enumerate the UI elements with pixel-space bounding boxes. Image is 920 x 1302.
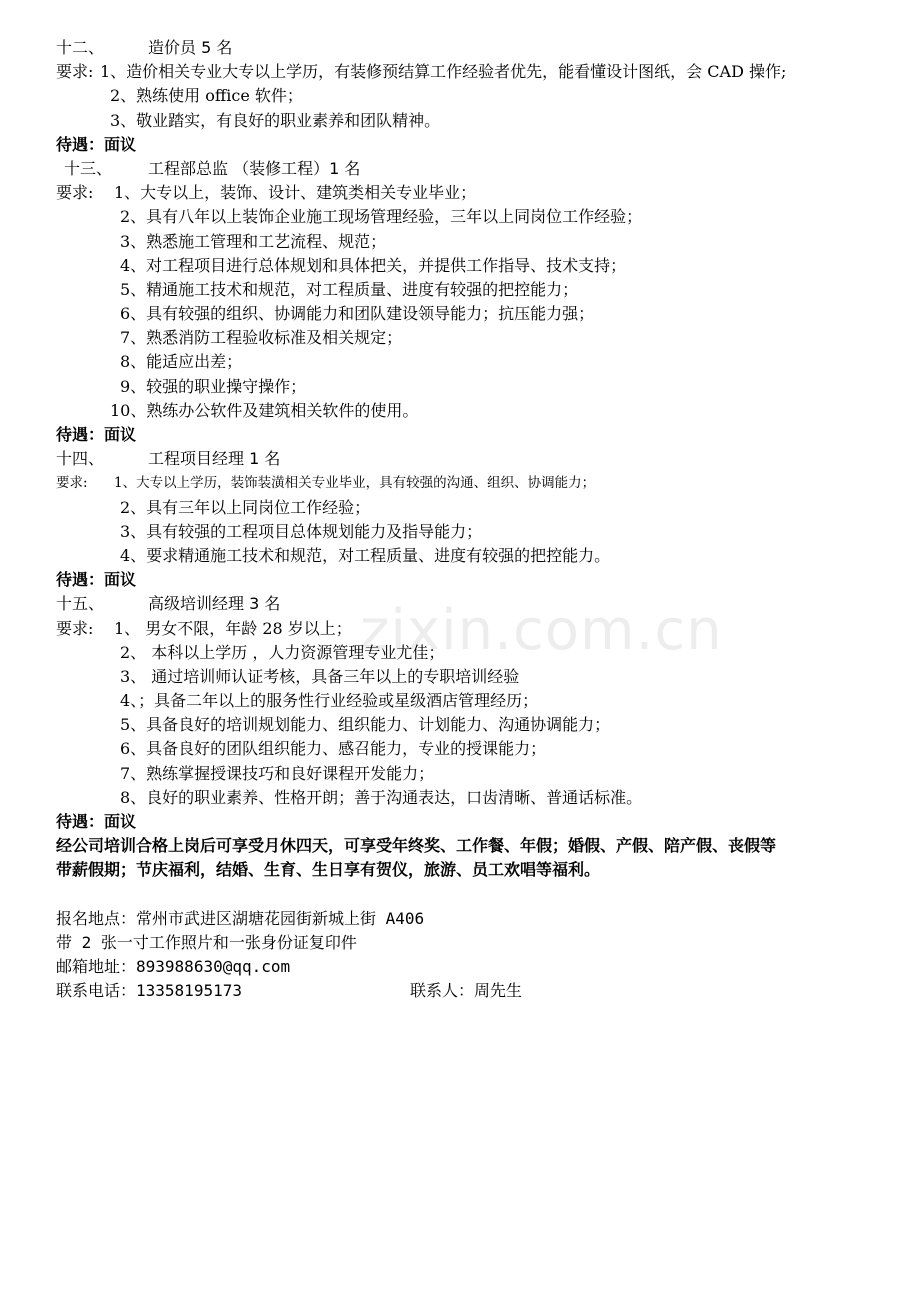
section-15-req-7 — [56, 762, 906, 786]
requirement-item: 8、能适应出差； — [120, 352, 243, 372]
section-13-req-8 — [56, 350, 906, 374]
section-13-heading — [56, 157, 906, 181]
section-15-treatment: 待遇：面议 — [56, 812, 137, 831]
section-number: 十三、 — [64, 158, 113, 178]
requirement-item: 10、熟练办公软件及建筑相关软件的使用。 — [110, 400, 419, 420]
section-13-req-3 — [56, 230, 906, 254]
phone-group — [56, 979, 410, 1003]
section-13-req-1 — [56, 181, 906, 205]
section-15-req-6 — [56, 737, 906, 761]
requirement-item: 4、；具备二年以上的服务性行业经验或星级酒店管理经历； — [120, 691, 539, 711]
section-15-req-8 — [56, 786, 906, 810]
section-14-req-4 — [56, 544, 906, 568]
section-13-req-10 — [56, 399, 906, 423]
section-number: 十四、 — [56, 449, 105, 469]
bring-documents: 带 2 张一寸工作照片和一张身份证复印件 — [56, 932, 357, 952]
section-title: 工程项目经理 1 名 — [148, 449, 281, 469]
requirement-label: 要求: — [56, 62, 94, 82]
email-line — [56, 955, 906, 979]
contact-person: 联系人：周先生 — [410, 981, 523, 1001]
section-number: 十五、 — [56, 594, 105, 614]
section-15-req-5 — [56, 713, 906, 737]
requirement-item: 6、具备良好的团队组织能力、感召能力，专业的授课能力； — [120, 739, 547, 759]
phone-label: 联系电话： — [56, 981, 137, 1001]
section-13-req-4 — [56, 254, 906, 278]
section-13-req-6 — [56, 302, 906, 326]
email-label: 邮箱地址： — [56, 956, 137, 976]
benefits-line-1: 经公司培训合格上岗后可享受月休四天，可享受年终奖、工作餐、年假；婚假、产假、陪产假、丧假等 — [56, 836, 777, 856]
section-14-req-3 — [56, 520, 906, 544]
requirement-label: 要求: — [56, 183, 94, 203]
section-15-req-2 — [56, 641, 906, 665]
section-13-req-9 — [56, 375, 906, 399]
requirement-item: 4、要求精通施工技术和规范，对工程质量、进度有较强的把控能力。 — [120, 545, 611, 565]
requirement-item: 9、较强的职业操守操作； — [120, 376, 307, 396]
document-page — [56, 36, 906, 1003]
requirement-label: 要求: — [56, 618, 94, 638]
section-13-treatment: 待遇：面议 — [56, 425, 137, 444]
section-number: 十二、 — [56, 38, 105, 57]
requirement-item: 1、 男女不限，年龄 28 岁以上； — [114, 618, 352, 638]
section-14-heading — [56, 447, 906, 471]
requirement-item: 4、对工程项目进行总体规划和具体把关，并提供工作指导、技术支持； — [120, 255, 627, 275]
requirement-item: 2、具有八年以上装饰企业施工现场管理经验，三年以上同岗位工作经验； — [120, 207, 643, 227]
section-15-req-3 — [56, 665, 906, 689]
registration-address: 报名地点：常州市武进区湖塘花园街新城上街 A406 — [56, 908, 425, 928]
benefits-line-2: 带薪假期；节庆福利，结婚、生育、生日享有贺仪，旅游、员工欢唱等福利。 — [56, 860, 601, 880]
phone-number: 13358195173 — [136, 981, 242, 1001]
requirement-item: 3、敬业踏实，有良好的职业素养和团队精神。 — [110, 110, 441, 130]
requirement-item: 5、具备良好的培训规划能力、组织能力、计划能力、沟通协调能力； — [120, 715, 611, 735]
section-title: 高级培训经理 3 名 — [148, 594, 281, 614]
watermark: zixin.com.cn — [360, 598, 723, 663]
requirement-item: 7、熟悉消防工程验收标准及相关规定； — [120, 328, 403, 348]
section-15-heading — [56, 592, 906, 616]
spacer — [56, 883, 906, 907]
section-14-treatment: 待遇：面议 — [56, 570, 137, 590]
section-15-req-4 — [56, 689, 906, 713]
requirement-item: 3、具有较强的工程项目总体规划能力及指导能力； — [120, 521, 483, 541]
requirement-item: 3、 通过培训师认证考核，具备三年以上的专职培训经验 — [120, 666, 520, 686]
section-13-req-7 — [56, 326, 906, 350]
requirement-item: 2、熟练使用 office 软件； — [110, 86, 303, 106]
section-12-req-2 — [56, 84, 906, 108]
requirement-item: 2、具有三年以上同岗位工作经验； — [120, 497, 371, 517]
section-12-req-3 — [56, 109, 906, 133]
section-12-heading — [56, 36, 906, 60]
section-title: 造价员 5 名 — [148, 38, 233, 57]
requirement-label: 要求: — [56, 475, 88, 492]
requirement-item: 1、大专以上学历，装饰装潢相关专业毕业，具有较强的沟通、组织、协调能力； — [114, 475, 596, 492]
section-title: 工程部总监 （装修工程）1 名 — [148, 158, 361, 178]
requirement-item: 8、良好的职业素养、性格开朗；善于沟通表达，口齿清晰、普通话标准。 — [120, 787, 643, 807]
section-13-req-5 — [56, 278, 906, 302]
requirement-item: 6、具有较强的组织、协调能力和团队建设领导能力；抗压能力强； — [120, 304, 595, 324]
section-15-req-1 — [56, 617, 906, 641]
phone-line — [56, 979, 906, 1003]
requirement-item: 3、熟悉施工管理和工艺流程、规范； — [120, 231, 387, 251]
section-12-treatment: 待遇：面议 — [56, 134, 137, 154]
section-12-req-1 — [56, 60, 906, 84]
requirement-item: 1、造价相关专业大专以上学历，有装修预结算工作经验者优先，能看懂设计图纸，会 CAD 操作; — [100, 62, 787, 82]
section-14-req-1 — [56, 471, 906, 495]
requirement-item: 7、熟练掌握授课技巧和良好课程开发能力； — [120, 763, 435, 783]
email-address: 893988630@qq.com — [136, 956, 291, 976]
requirement-item: 2、 本科以上学历 ，人力资源管理专业尤佳； — [120, 642, 445, 662]
section-14-req-2 — [56, 496, 906, 520]
requirement-item: 1、大专以上，装饰、设计、建筑类相关专业毕业； — [114, 183, 477, 203]
requirement-item: 5、精通施工技术和规范，对工程质量、进度有较强的把控能力； — [120, 279, 579, 299]
section-13-req-2 — [56, 205, 906, 229]
